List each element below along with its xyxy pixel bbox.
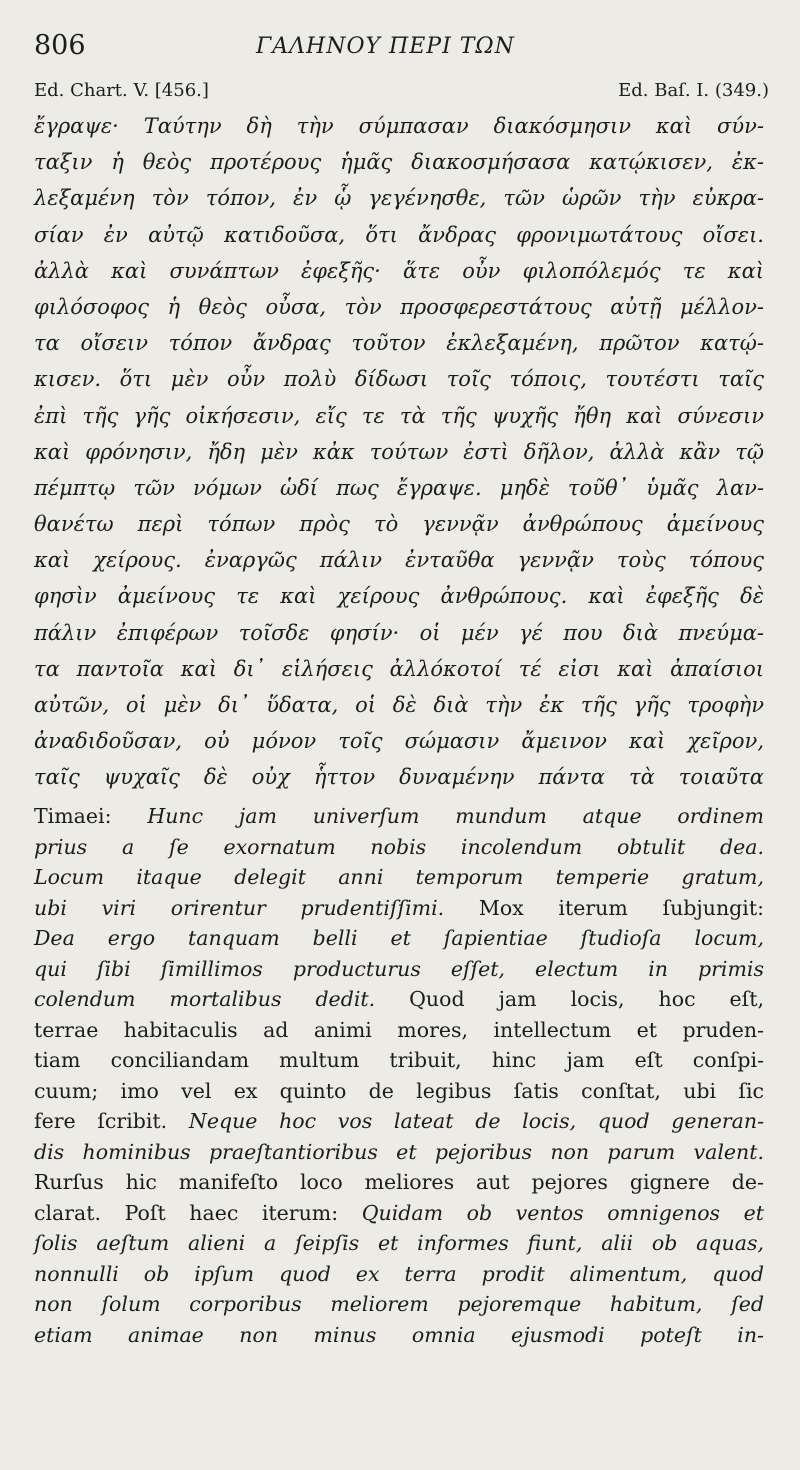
page-header <box>34 30 769 66</box>
italic-quotation-segment: Neque hoc vos lateat de locis, quod generan- <box>188 1109 764 1133</box>
greek-text-line: φιλόσοφος ἡ θεὸς οὖσα, τὸν προσφερεστάτους αὐτῇ μέλλον- <box>34 294 764 319</box>
roman-text-segment: Mox iterum ſubjungit: <box>444 895 764 920</box>
roman-text-segment: clarat. Poſt haec iterum: <box>34 1200 362 1225</box>
greek-text-line: ἐπὶ τῆς γῆς οἰκήσεσιν, εἴς τε τὰ τῆς ψυχῆς ἤθη καὶ σύνεσιν <box>34 403 764 428</box>
roman-text-segment: Quod jam locis, hoc eſt, <box>375 987 765 1011</box>
greek-text-line: καὶ χείρους. ἐναργῶς πάλιν ἐνταῦθα γεννᾷν τοὺς τόπους <box>34 548 764 573</box>
latin-text-line <box>34 1137 764 1168</box>
latin-text-line <box>34 984 764 1015</box>
edition-basel-reference: Ed. Baſ. I. (349.) <box>618 80 769 101</box>
italic-quotation-segment: Quidam ob ventos omnigenos et <box>361 1200 764 1225</box>
italic-quotation-segment: ubi viri orirentur prudentiſſimi. <box>34 895 445 920</box>
italic-quotation-segment: prius a ſe exornatum nobis incolendum obtulit dea. <box>34 834 764 859</box>
greek-text-line: λεξαμένη τὸν τόπον, ἐν ᾧ γεγένησθε, τῶν ὡρῶν τὴν εὐκρα- <box>34 186 764 211</box>
latin-text-line <box>34 1076 764 1107</box>
greek-text-line: ἀναδιδοῦσαν, οὐ μόνον τοῖς σώμασιν ἄμεινον καὶ χεῖρον, <box>34 729 764 754</box>
roman-text-segment: fere ſcribit. <box>34 1109 189 1133</box>
italic-quotation-segment: colendum mortalibus dedit. <box>34 987 376 1011</box>
italic-quotation-segment: non ſolum corporibus meliorem pejoremque habitum, ſed <box>34 1292 764 1316</box>
latin-text-line <box>34 1289 764 1320</box>
italic-quotation-segment: Dea ergo tanquam belli et ſapientiae ſtudioſa locum, <box>34 926 764 950</box>
latin-text-line <box>34 862 764 893</box>
latin-translation-block <box>34 801 764 1350</box>
greek-text-line: σίαν ἐν αὐτῷ κατιδοῦσα, ὅτι ἄνδρας φρονιμωτάτους οἴσει. <box>34 222 764 247</box>
roman-text-segment: cuum; imo vel ex quinto de legibus ſatis conſtat, ubi ſic <box>34 1078 764 1103</box>
greek-text-line: καὶ φρόνησιν, ἤδη μὲν κἀκ τούτων ἐστὶ δῆλον, ἀλλὰ κἂν τῷ <box>34 439 764 464</box>
italic-quotation-segment: Hunc jam univerſum mundum atque ordinem <box>147 804 764 828</box>
greek-text-line: ἀλλὰ καὶ συνάπτων ἐφεξῆς· ἅτε οὖν φιλοπόλεμός τε καὶ <box>34 258 764 283</box>
greek-text-line: κισεν. ὅτι μὲν οὖν πολὺ δίδωσι τοῖς τόποις, τουτέστι ταῖς <box>34 367 764 392</box>
greek-text-line: φησὶν ἀμείνους τε καὶ χείρους ἀνθρώπους. καὶ ἐφεξῆς δὲ <box>34 584 764 609</box>
roman-text-segment: Rurſus hic manifeſto loco meliores aut pejores gignere de- <box>34 1170 764 1194</box>
roman-text-segment: Timaei: <box>34 804 148 828</box>
greek-text-line: ἔγραψε· Ταύτην δὴ τὴν σύμπασαν διακόσμησιν καὶ σύν- <box>34 114 764 138</box>
latin-text-line <box>34 893 764 924</box>
greek-text-line: πέμπτῳ τῶν νόμων ὡδί πως ἔγραψε. μηδὲ τοῦθ᾽ ὑμᾶς λαν- <box>34 475 764 500</box>
roman-text-segment: terrae habitaculis ad animi mores, intellectum et pruden- <box>34 1017 764 1042</box>
latin-text-line <box>34 1106 764 1137</box>
greek-text-line: αὐτῶν, οἱ μὲν δι᾽ ὕδατα, οἱ δὲ διὰ τὴν ἐκ τῆς γῆς τροφὴν <box>34 693 764 717</box>
latin-text-line <box>34 832 764 863</box>
edition-chart-reference: Ed. Chart. V. [456.] <box>34 80 209 101</box>
latin-text-line <box>34 1259 764 1290</box>
roman-text-segment: tiam conciliandam multum tribuit, hinc jam eſt conſpi- <box>34 1048 764 1072</box>
greek-text-line: τα οἴσειν τόπον ἄνδρας τοῦτον ἐκλεξαμένη, πρῶτον κατῴ- <box>34 331 764 356</box>
running-title: ΓΑΛΗΝΟΥ ΠΕΡΙ ΤΩΝ <box>256 34 515 59</box>
greek-text-line: τα παντοῖα καὶ δι᾽ εἱλήσεις ἀλλόκοτοί τέ εἰσι καὶ ἀπαίσιοι <box>34 656 764 681</box>
italic-quotation-segment: qui ſibi ſimillimos producturus eſſet, electum in primis <box>34 956 764 981</box>
italic-quotation-segment: etiam animae non minus omnia ejusmodi poteſt in- <box>34 1322 764 1347</box>
edition-references <box>34 80 769 106</box>
italic-quotation-segment: nonnulli ob ipſum quod ex terra prodit alimentum, quod <box>34 1261 764 1286</box>
latin-text-line <box>34 1015 764 1046</box>
italic-quotation-segment: dis hominibus praeſtantioribus et pejoribus non parum valent. <box>34 1139 764 1164</box>
greek-text-line: ταῖς ψυχαῖς δὲ οὐχ ἧττον δυναμένην πάντα τὰ τοιαῦτα <box>34 765 764 790</box>
greek-text-block <box>34 108 764 796</box>
latin-text-line <box>34 1228 764 1259</box>
italic-quotation-segment: ſolis aeſtum alieni a ſeipſis et informes fiunt, alii ob aquas, <box>34 1231 764 1255</box>
greek-text-line: θανέτω περὶ τόπων πρὸς τὸ γεννᾷν ἀνθρώπους ἀμείνους <box>34 512 764 537</box>
italic-quotation-segment: Locum itaque delegit anni temporum temperie gratum, <box>34 865 764 889</box>
latin-text-line <box>34 923 764 954</box>
latin-text-line <box>34 1167 764 1198</box>
latin-text-line <box>34 801 764 832</box>
page-number: 806 <box>34 30 86 61</box>
latin-text-line <box>34 1198 764 1229</box>
latin-text-line <box>34 1045 764 1076</box>
latin-text-line <box>34 954 764 985</box>
latin-text-line <box>34 1320 764 1351</box>
greek-text-line: ταξιν ἡ θεὸς προτέρους ἡμᾶς διακοσμήσασα κατῴκισεν, ἐκ- <box>34 150 764 175</box>
greek-text-line: πάλιν ἐπιφέρων τοῖσδε φησίν· οἱ μέν γέ που διὰ πνεύμα- <box>34 620 764 645</box>
